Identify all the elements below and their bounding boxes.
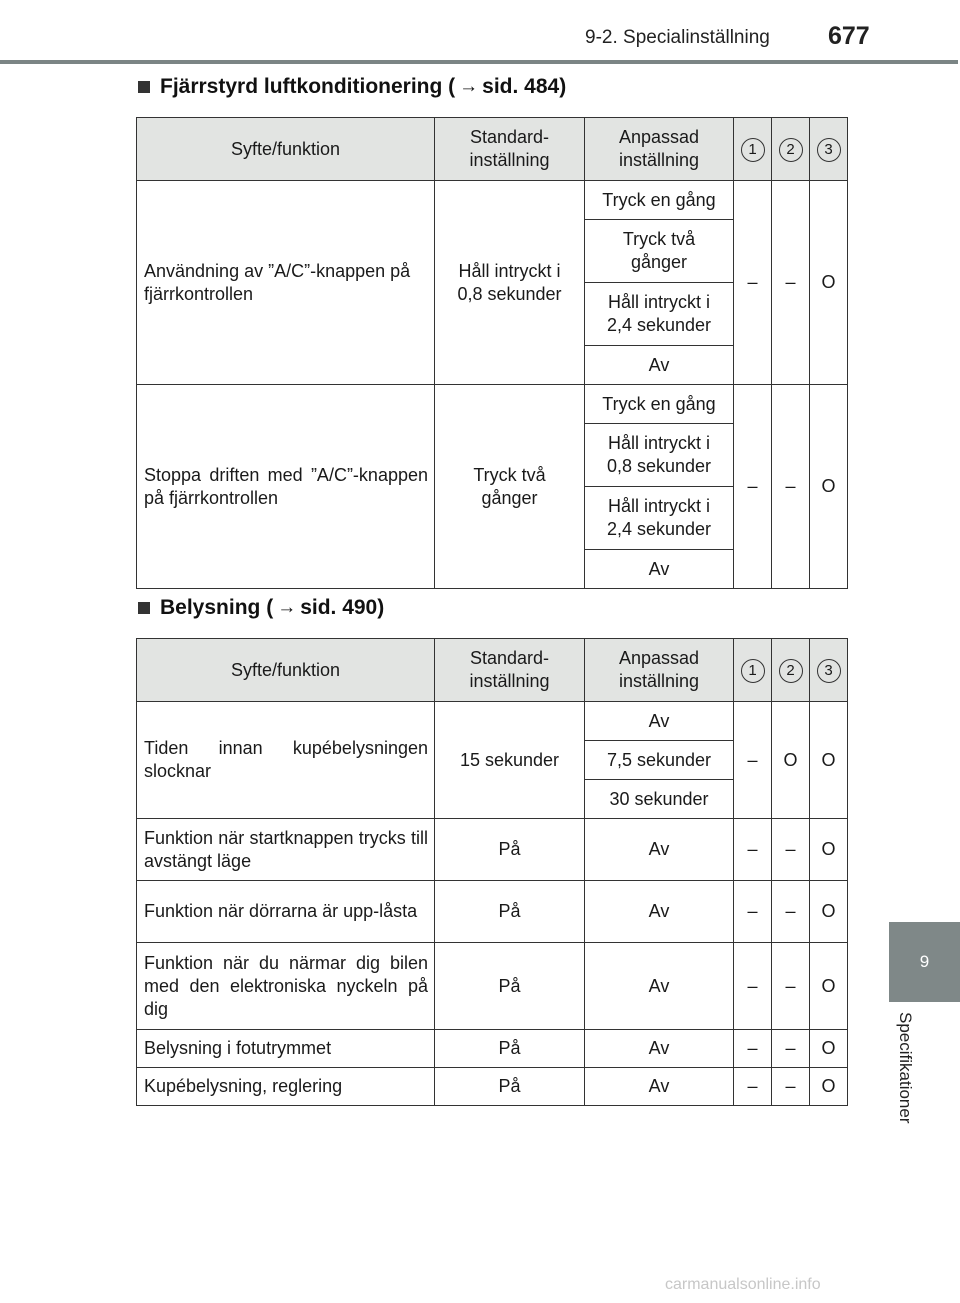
default-cell: Tryck två gånger (435, 385, 585, 589)
section-heading: 9-2. Specialinställning (585, 27, 770, 48)
method-2-cell: – (772, 385, 810, 589)
section-title-lighting (138, 596, 384, 620)
arrow-right-icon: → (277, 597, 297, 618)
header-divider (0, 60, 958, 64)
function-cell: Användning av ”A/C”-knappen på fjärrkontrollen (137, 181, 435, 385)
method-2-cell: – (772, 819, 810, 881)
custom-cell: Av (585, 1068, 734, 1106)
function-cell: Funktion när dörrarna är upp-låsta (137, 881, 435, 943)
table-row (137, 702, 848, 741)
custom-cell: Av (585, 819, 734, 881)
default-cell: På (435, 1068, 585, 1106)
circled-2: 2 (779, 659, 803, 683)
method-3-cell: O (810, 385, 848, 589)
method-1-cell: – (734, 881, 772, 943)
function-cell: Kupébelysning, reglering (137, 1068, 435, 1106)
circled-1: 1 (741, 659, 765, 683)
col-header-purpose: Syfte/funktion (137, 639, 435, 702)
col-header-custom: Anpassad inställning (585, 118, 734, 181)
col-header-method-1 (734, 639, 772, 702)
arrow-right-icon: → (459, 76, 479, 97)
method-1-cell: – (734, 1068, 772, 1106)
col-header-method-2 (772, 118, 810, 181)
page-reference-link[interactable]: sid. 484) (482, 75, 567, 98)
option-cell: Håll intryckt i 2,4 sekunder (585, 283, 734, 346)
option-cell: 7,5 sekunder (585, 741, 734, 780)
option-cell: Tryck två gånger (585, 220, 734, 283)
method-3-cell: O (810, 881, 848, 943)
section-title-remote-ac (138, 75, 566, 99)
method-1-cell: – (734, 385, 772, 589)
option-cell: Håll intryckt i 0,8 sekunder (585, 424, 734, 487)
col-header-custom: Anpassad inställning (585, 639, 734, 702)
method-2-cell: O (772, 702, 810, 819)
remote-ac-table (136, 117, 848, 589)
default-cell: På (435, 943, 585, 1030)
method-1-cell: – (734, 181, 772, 385)
method-3-cell: O (810, 1068, 848, 1106)
option-cell: Av (585, 702, 734, 741)
col-header-method-2 (772, 639, 810, 702)
method-1-cell: – (734, 819, 772, 881)
col-header-method-3 (810, 118, 848, 181)
default-cell: 15 sekunder (435, 702, 585, 819)
lighting-table (136, 638, 848, 1106)
option-cell: Tryck en gång (585, 181, 734, 220)
square-bullet-icon (138, 602, 150, 614)
custom-cell: Av (585, 881, 734, 943)
method-3-cell: O (810, 1030, 848, 1068)
table-row (137, 385, 848, 424)
table-row (137, 819, 848, 881)
col-header-default: Standard- inställning (435, 639, 585, 702)
col-header-default: Standard- inställning (435, 118, 585, 181)
option-cell: Av (585, 550, 734, 589)
circled-2: 2 (779, 138, 803, 162)
option-cell: 30 sekunder (585, 780, 734, 819)
table-row (137, 181, 848, 220)
col-header-purpose: Syfte/funktion (137, 118, 435, 181)
method-3-cell: O (810, 819, 848, 881)
table-row (137, 1030, 848, 1068)
method-1-cell: – (734, 1030, 772, 1068)
method-2-cell: – (772, 943, 810, 1030)
function-cell: Funktion när du närmar dig bilen med den elektroniska nyckeln på dig (137, 943, 435, 1030)
col-header-method-3 (810, 639, 848, 702)
chapter-tab[interactable] (889, 922, 960, 1002)
section-title-text: Belysning ( (160, 596, 274, 619)
default-cell: Håll intryckt i 0,8 sekunder (435, 181, 585, 385)
option-cell: Håll intryckt i 2,4 sekunder (585, 487, 734, 550)
option-cell: Av (585, 346, 734, 385)
method-1-cell: – (734, 943, 772, 1030)
section-title-text: Fjärrstyrd luftkonditionering ( (160, 75, 456, 98)
default-cell: På (435, 881, 585, 943)
chapter-label: Specifikationer (896, 1012, 915, 1124)
function-cell: Tiden innan kupébelysningen slocknar (137, 702, 435, 819)
circled-3: 3 (817, 659, 841, 683)
default-cell: På (435, 1030, 585, 1068)
method-2-cell: – (772, 181, 810, 385)
default-cell: På (435, 819, 585, 881)
option-cell: Tryck en gång (585, 385, 734, 424)
square-bullet-icon (138, 81, 150, 93)
watermark: carmanualsonline.info (665, 1276, 821, 1293)
method-3-cell: O (810, 181, 848, 385)
custom-cell: Av (585, 1030, 734, 1068)
circled-1: 1 (741, 138, 765, 162)
function-cell: Belysning i fotutrymmet (137, 1030, 435, 1068)
table-row (137, 943, 848, 1030)
page-number: 677 (828, 22, 870, 50)
method-2-cell: – (772, 881, 810, 943)
function-cell: Stoppa driften med ”A/C”-knappen på fjärrkontrollen (137, 385, 435, 589)
chapter-number: 9 (919, 952, 930, 971)
custom-cell: Av (585, 943, 734, 1030)
method-1-cell: – (734, 702, 772, 819)
table-row (137, 1068, 848, 1106)
method-3-cell: O (810, 943, 848, 1030)
col-header-method-1 (734, 118, 772, 181)
circled-3: 3 (817, 138, 841, 162)
function-cell: Funktion när startknappen trycks till avstängt läge (137, 819, 435, 881)
page-reference-link[interactable]: sid. 490) (300, 596, 385, 619)
method-2-cell: – (772, 1030, 810, 1068)
method-3-cell: O (810, 702, 848, 819)
method-2-cell: – (772, 1068, 810, 1106)
table-row (137, 881, 848, 943)
